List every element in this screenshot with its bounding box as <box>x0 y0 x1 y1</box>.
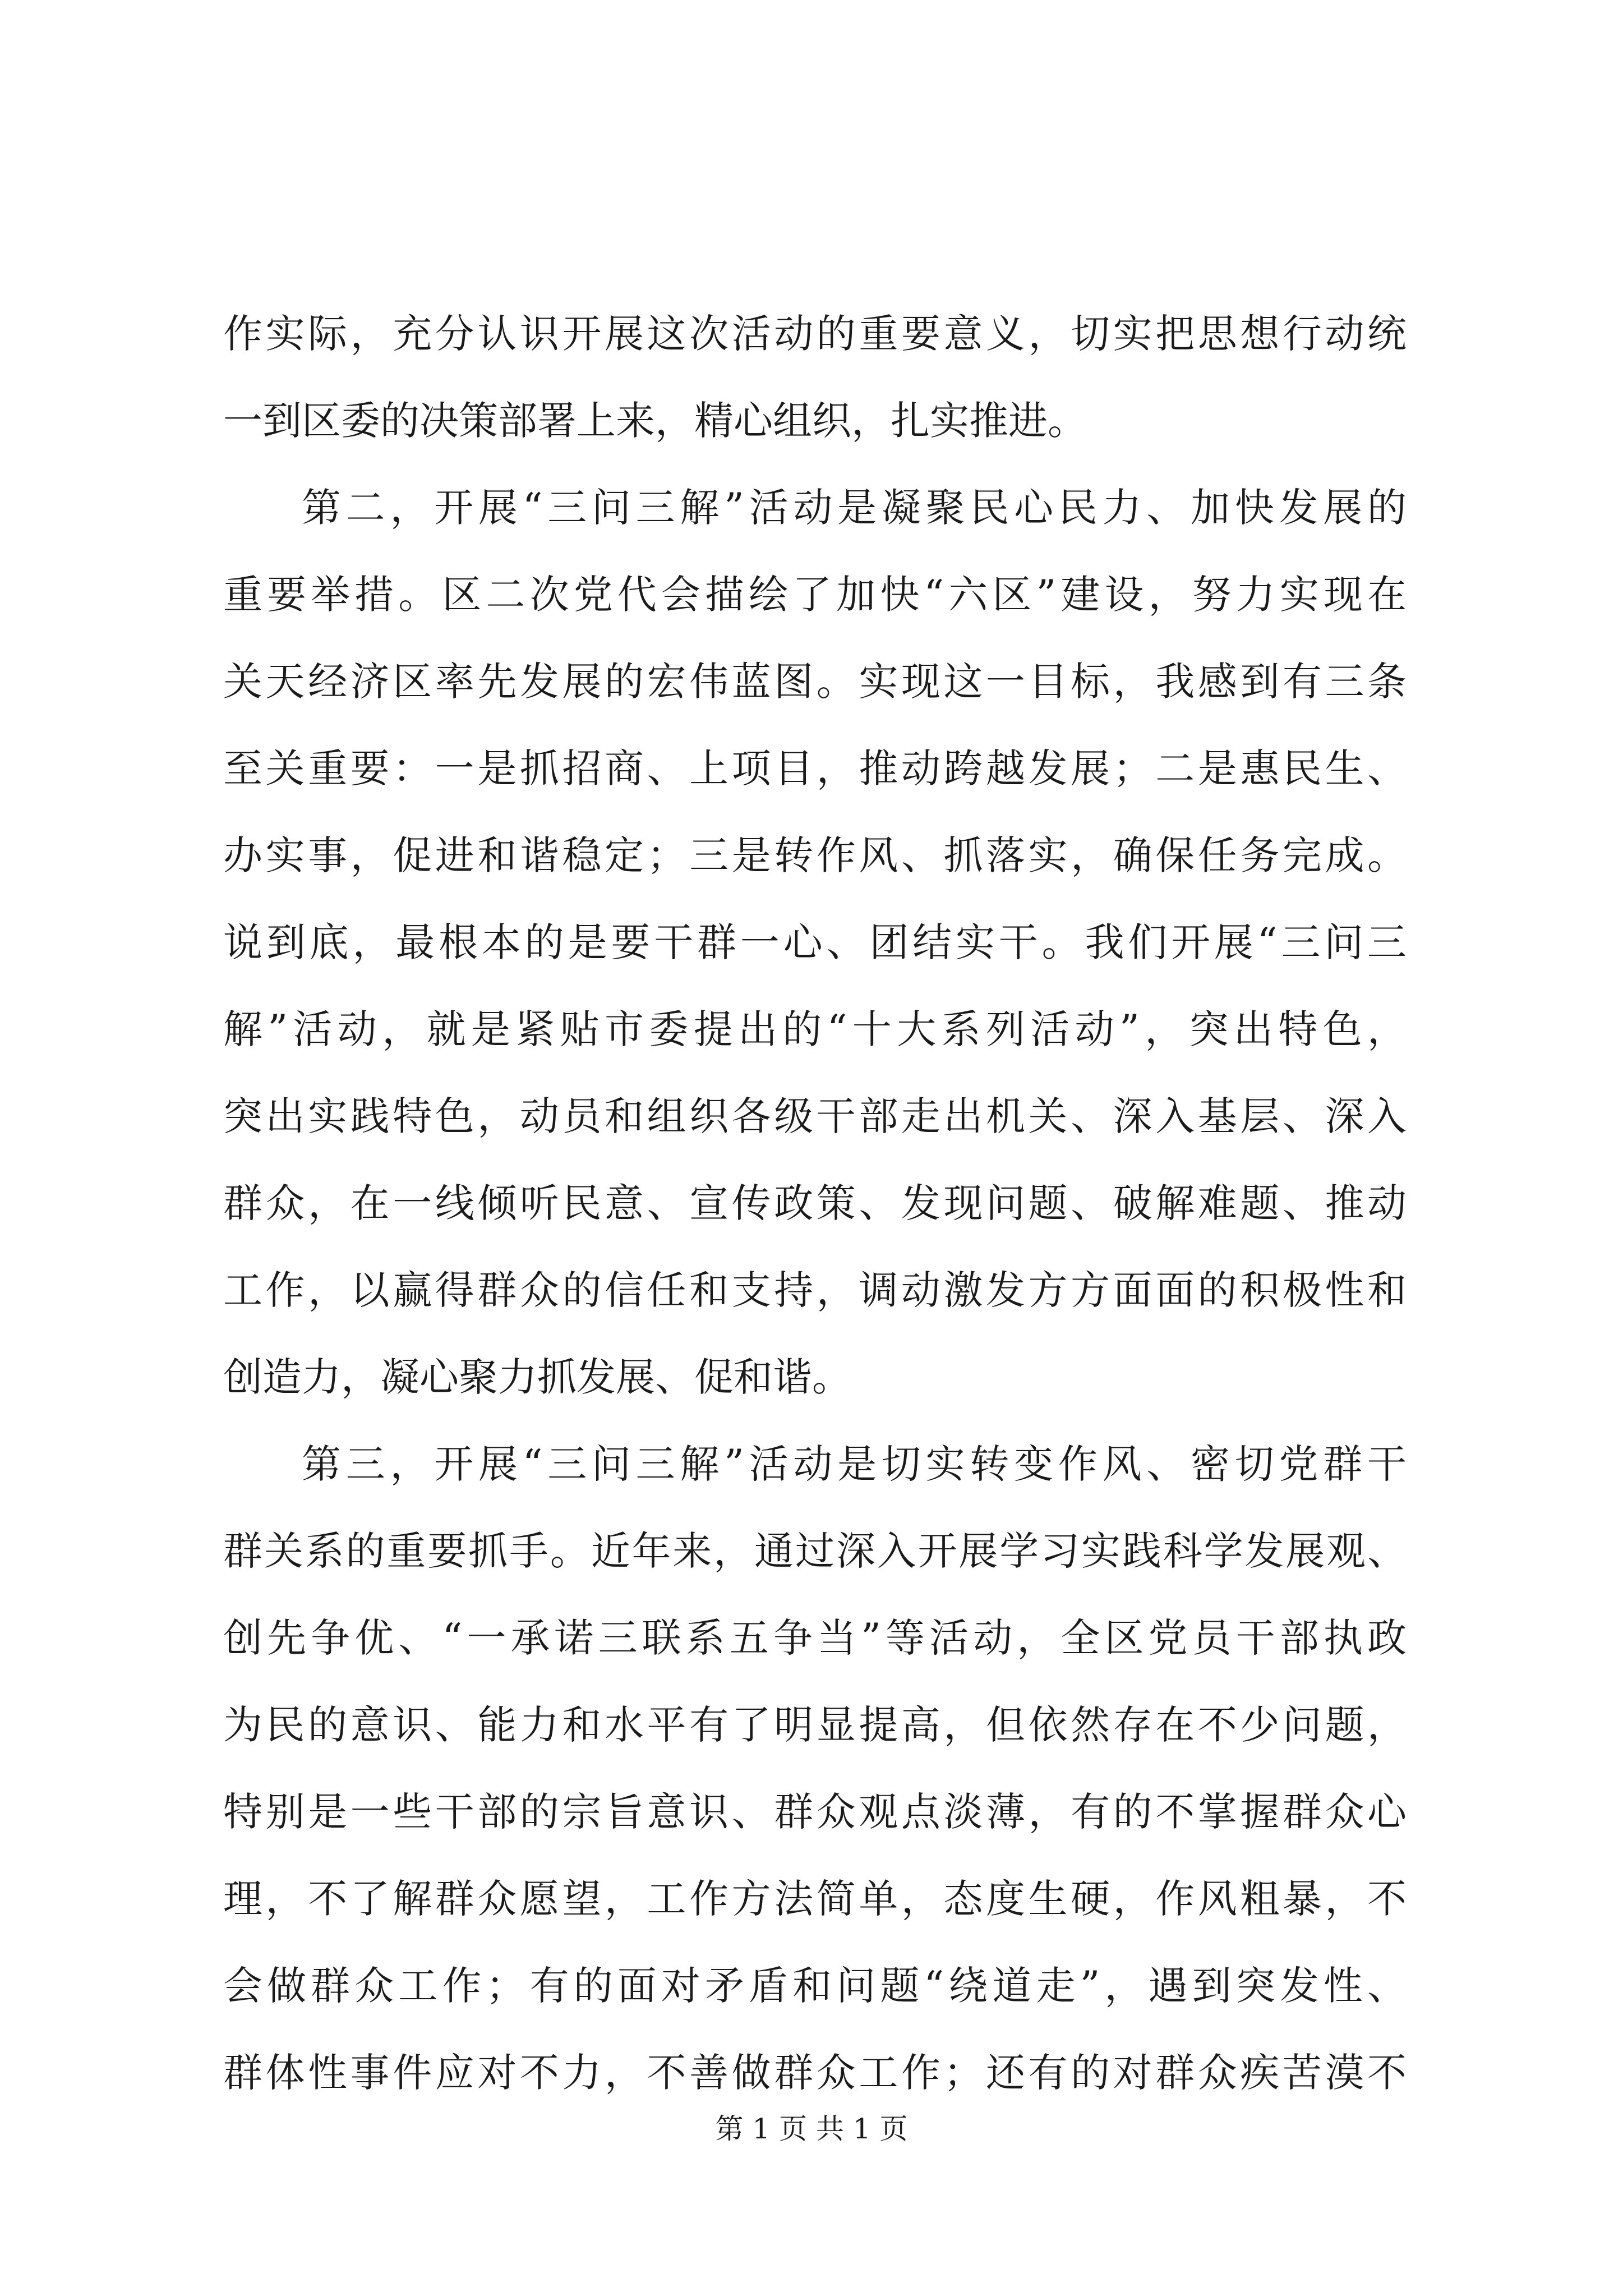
text-line: 工作，以赢得群众的信任和支持，调动激发方方面面的积极性和 <box>223 1267 1407 1313</box>
text-line: 解”活动，就是紧贴市委提出的“十大系列活动”，突出特色， <box>223 1006 1407 1052</box>
text-line: 关天经济区率先发展的宏伟蓝图。实现这一目标，我感到有三条 <box>223 659 1407 705</box>
text-line: 重要举措。区二次党代会描绘了加快“六区”建设，努力实现在 <box>223 572 1407 618</box>
page-footer: 第 1 页 共 1 页 <box>715 2113 908 2145</box>
text-line: 特别是一些干部的宗旨意识、群众观点淡薄，有的不掌握群众心 <box>223 1789 1407 1835</box>
text-line: 群关系的重要抓手。近年来，通过深入开展学习实践科学发展观、 <box>223 1528 1407 1574</box>
text-line: 说到底，最根本的是要干群一心、团结实干。我们开展“三问三 <box>223 919 1407 965</box>
text-line: 为民的意识、能力和水平有了明显提高，但依然存在不少问题， <box>223 1702 1407 1748</box>
text-line: 一到区委的决策部署上来，精心组织，扎实推进。 <box>223 398 1087 444</box>
text-line: 会做群众工作；有的面对矛盾和问题“绕道走”，遇到突发性、 <box>223 1963 1407 2009</box>
paragraph-start-line: 第二，开展“三问三解”活动是凝聚民心民力、加快发展的 <box>302 485 1407 531</box>
text-line: 群众，在一线倾听民意、宣传政策、发现问题、破解难题、推动 <box>223 1180 1407 1226</box>
text-line: 理，不了解群众愿望，工作方法简单，态度生硬，作风粗暴，不 <box>223 1876 1407 1922</box>
text-line: 群体性事件应对不力，不善做群众工作；还有的对群众疾苦漠不 <box>223 2050 1407 2096</box>
text-line: 创造力，凝心聚力抓发展、促和谐。 <box>223 1354 851 1400</box>
text-line: 突出实践特色，动员和组织各级干部走出机关、深入基层、深入 <box>223 1093 1407 1139</box>
text-line: 作实际，充分认识开展这次活动的重要意义，切实把思想行动统 <box>223 311 1407 357</box>
text-line: 办实事，促进和谐稳定；三是转作风、抓落实，确保任务完成。 <box>223 832 1407 878</box>
text-line: 至关重要：一是抓招商、上项目，推动跨越发展；二是惠民生、 <box>223 746 1407 792</box>
text-line: 创先争优、“一承诺三联系五争当”等活动，全区党员干部执政 <box>223 1615 1407 1661</box>
paragraph-start-line: 第三，开展“三问三解”活动是切实转变作风、密切党群干 <box>302 1441 1407 1487</box>
